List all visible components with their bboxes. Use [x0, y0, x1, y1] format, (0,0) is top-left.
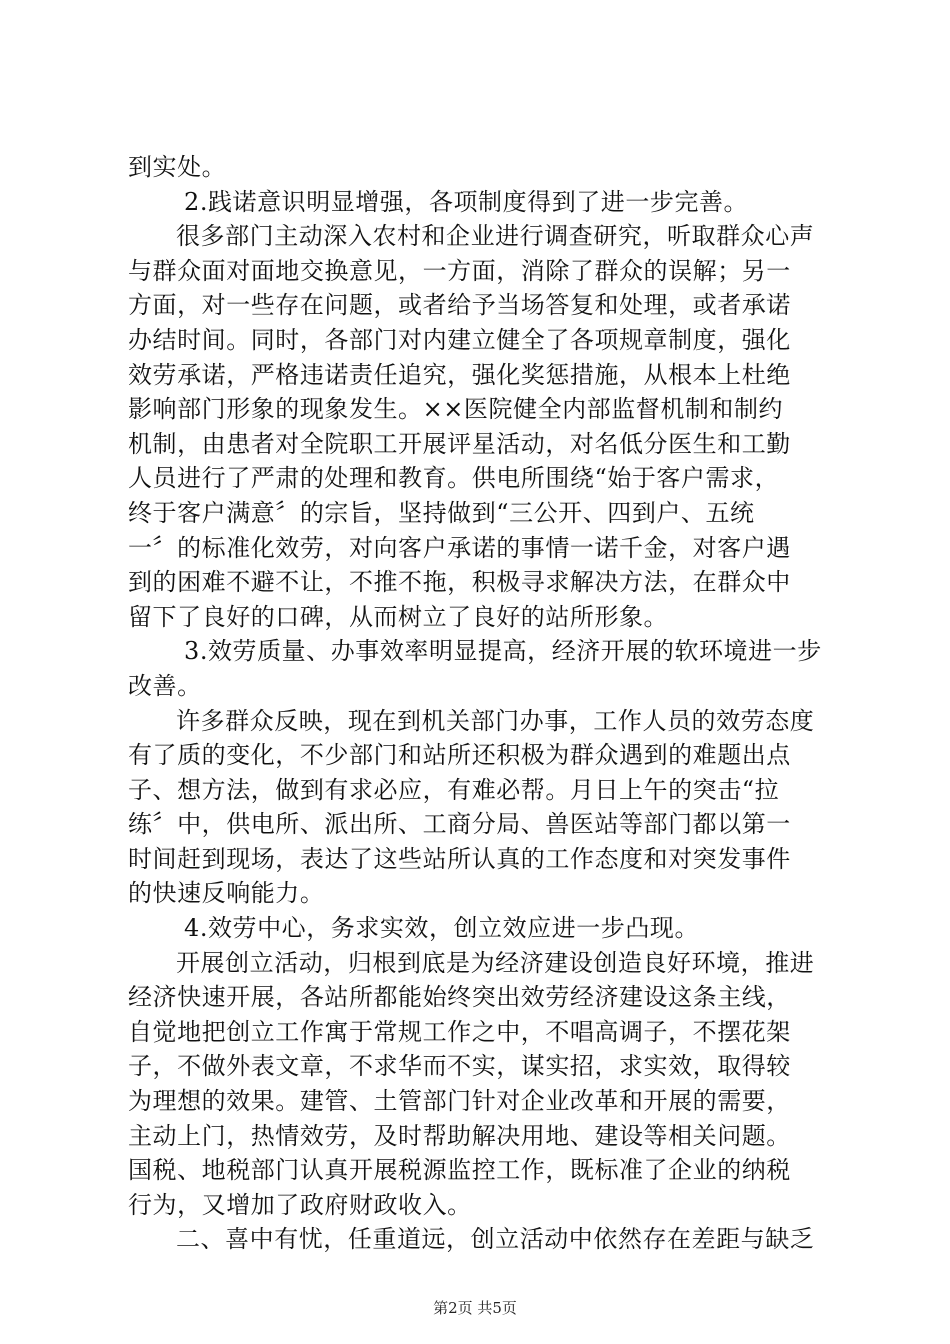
- text-line: 一〞的标准化效劳，对向客户承诺的事情一诺千金，对客户遇: [128, 533, 791, 562]
- text-line: 很多部门主动深入农村和企业进行调查研究，听取群众心声: [176, 222, 815, 251]
- section-heading: 2.践诺意识明显增强，各项制度得到了进一步完善。: [184, 187, 749, 216]
- text-line: 许多群众反映，现在到机关部门办事，工作人员的效劳态度: [176, 706, 815, 735]
- text-line: 办结时间。同时，各部门对内建立健全了各项规章制度，强化: [128, 325, 791, 354]
- text-line: 国税、地税部门认真开展税源监控工作，既标准了企业的纳税: [128, 1156, 791, 1185]
- text-line: 到实处。: [128, 153, 227, 181]
- text-line: 练〞中，供电所、派出所、工商分局、兽医站等部门都以第一: [128, 810, 791, 839]
- text-line: 留下了良好的口碑，从而树立了良好的站所形象。: [128, 602, 669, 631]
- text-line: 主动上门，热情效劳，及时帮助解决用地、建设等相关问题。: [128, 1121, 791, 1150]
- section-heading: 二、喜中有忧，任重道远，创立活动中依然存在差距与缺乏: [176, 1225, 815, 1254]
- text-line: 方面，对一些存在问题，或者给予当场答复和处理，或者承诺: [128, 291, 791, 320]
- text-line: 行为，又增加了政府财政收入。: [128, 1190, 472, 1219]
- text-line: 有了质的变化，不少部门和站所还积极为群众遇到的难题出点: [128, 741, 791, 770]
- page-number-footer: 第2页 共5页: [433, 1299, 517, 1317]
- text-line: 经济快速开展，各站所都能始终突出效劳经济建设这条主线，: [128, 983, 791, 1012]
- text-line: 改善。: [128, 671, 202, 700]
- text-line: 终于客户满意〞的宗旨，坚持做到“三公开、四到户、五统: [128, 498, 755, 527]
- text-line: 开展创立活动，归根到底是为经济建设创造良好环境，推进: [176, 948, 815, 977]
- text-line: 自觉地把创立工作寓于常规工作之中，不唱高调子，不摆花架: [128, 1017, 791, 1046]
- section-heading: 3.效劳质量、办事效率明显提高，经济开展的软环境进一步: [184, 637, 822, 666]
- document-body: [128, 150, 828, 1257]
- text-line: 子，不做外表文章，不求华而不实，谋实招，求实效，取得较: [128, 1052, 791, 1081]
- text-line: 影响部门形象的现象发生。××医院健全内部监督机制和制约: [128, 395, 784, 424]
- text-line: 时间赶到现场，表达了这些站所认真的工作态度和对突发事件: [128, 844, 791, 873]
- text-line: 到的困难不避不让，不推不拖，积极寻求解决方法，在群众中: [128, 568, 791, 597]
- text-line: 机制，由患者对全院职工开展评星活动，对名低分医生和工勤: [128, 429, 791, 458]
- text-line: 人员进行了严肃的处理和教育。供电所围绕“始于客户需求，: [128, 464, 780, 493]
- section-heading: 4.效劳中心，务求实效，创立效应进一步凸现。: [184, 914, 699, 943]
- text-line: 的快速反响能力。: [128, 879, 325, 908]
- text-line: 子、想方法，做到有求必应，有难必帮。月日上午的突击“拉: [128, 775, 780, 804]
- text-line: 为理想的效果。建管、土管部门针对企业改革和开展的需要，: [128, 1087, 791, 1116]
- text-line: 效劳承诺，严格违诺责任追究，强化奖惩措施，从根本上杜绝: [128, 360, 791, 389]
- text-line: 与群众面对面地交换意见，一方面，消除了群众的误解；另一: [128, 256, 791, 285]
